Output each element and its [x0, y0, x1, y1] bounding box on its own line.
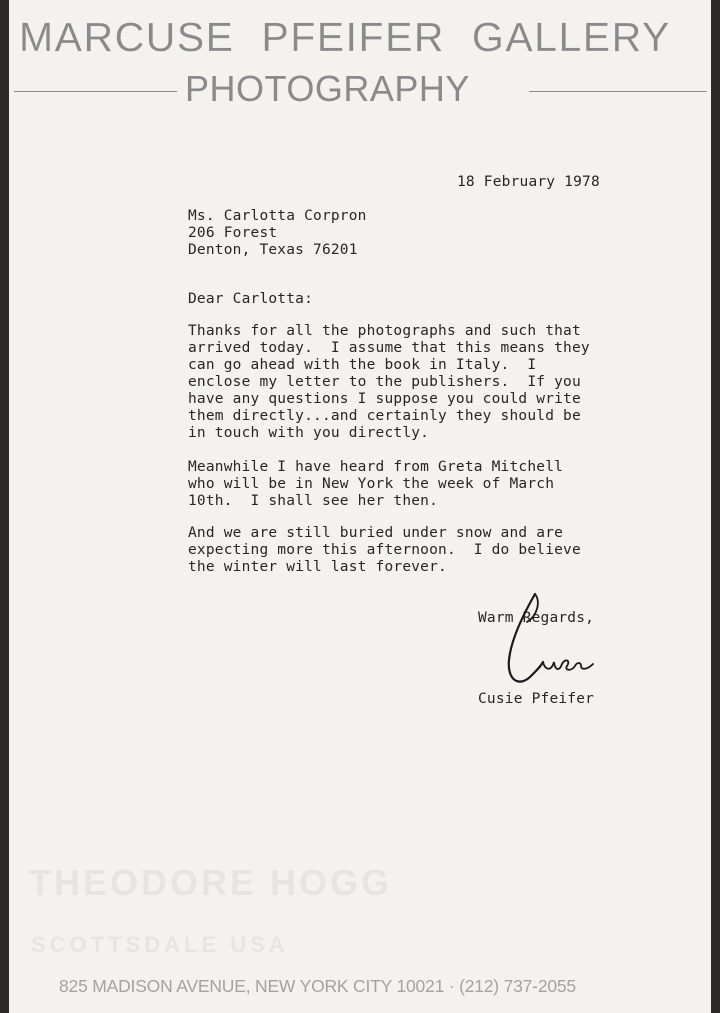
- show-through-text-2: SCOTTSDALE USA: [31, 932, 289, 957]
- body-paragraph-1: Thanks for all the photographs and such that arrived today. I assume that this means they can go ahead with the book in Italy. I enclose my letter to the publishers. If you have any questions I suppose you could write them directly...and certainly they should be in touch with you directly.: [188, 323, 590, 441]
- recipient-street: 206 Forest: [188, 225, 278, 241]
- recipient-city: Denton, Texas 76201: [188, 242, 358, 258]
- recipient-address: [188, 208, 367, 259]
- gallery-address-footer: 825 MADISON AVENUE, NEW YORK CITY 10021 · (212) 737-2055: [59, 976, 576, 996]
- letter-date: 18 February 1978: [457, 174, 600, 190]
- body-paragraph-3: And we are still buried under snow and are expecting more this afternoon. I do believe the winter will last forever.: [188, 525, 581, 575]
- gallery-name: MARCUSE PFEIFER GALLERY: [19, 14, 671, 60]
- signer-name: Cusie Pfeifer: [478, 691, 595, 707]
- handwritten-signature: [497, 588, 597, 698]
- recipient-name: Ms. Carlotta Corpron: [188, 208, 367, 224]
- gallery-subtitle: PHOTOGRAPHY: [185, 68, 470, 109]
- show-through-text-1: THEODORE HOGG: [29, 862, 393, 903]
- salutation: Dear Carlotta:: [188, 291, 314, 307]
- letter-page: [9, 0, 711, 1013]
- letterhead-rule-right: [529, 91, 707, 92]
- body-paragraph-2: Meanwhile I have heard from Greta Mitchell who will be in New York the week of March 10th. I shall see her then.: [188, 459, 564, 509]
- closing: Warm Regards,: [478, 610, 595, 626]
- letterhead-rule-left: [14, 91, 177, 92]
